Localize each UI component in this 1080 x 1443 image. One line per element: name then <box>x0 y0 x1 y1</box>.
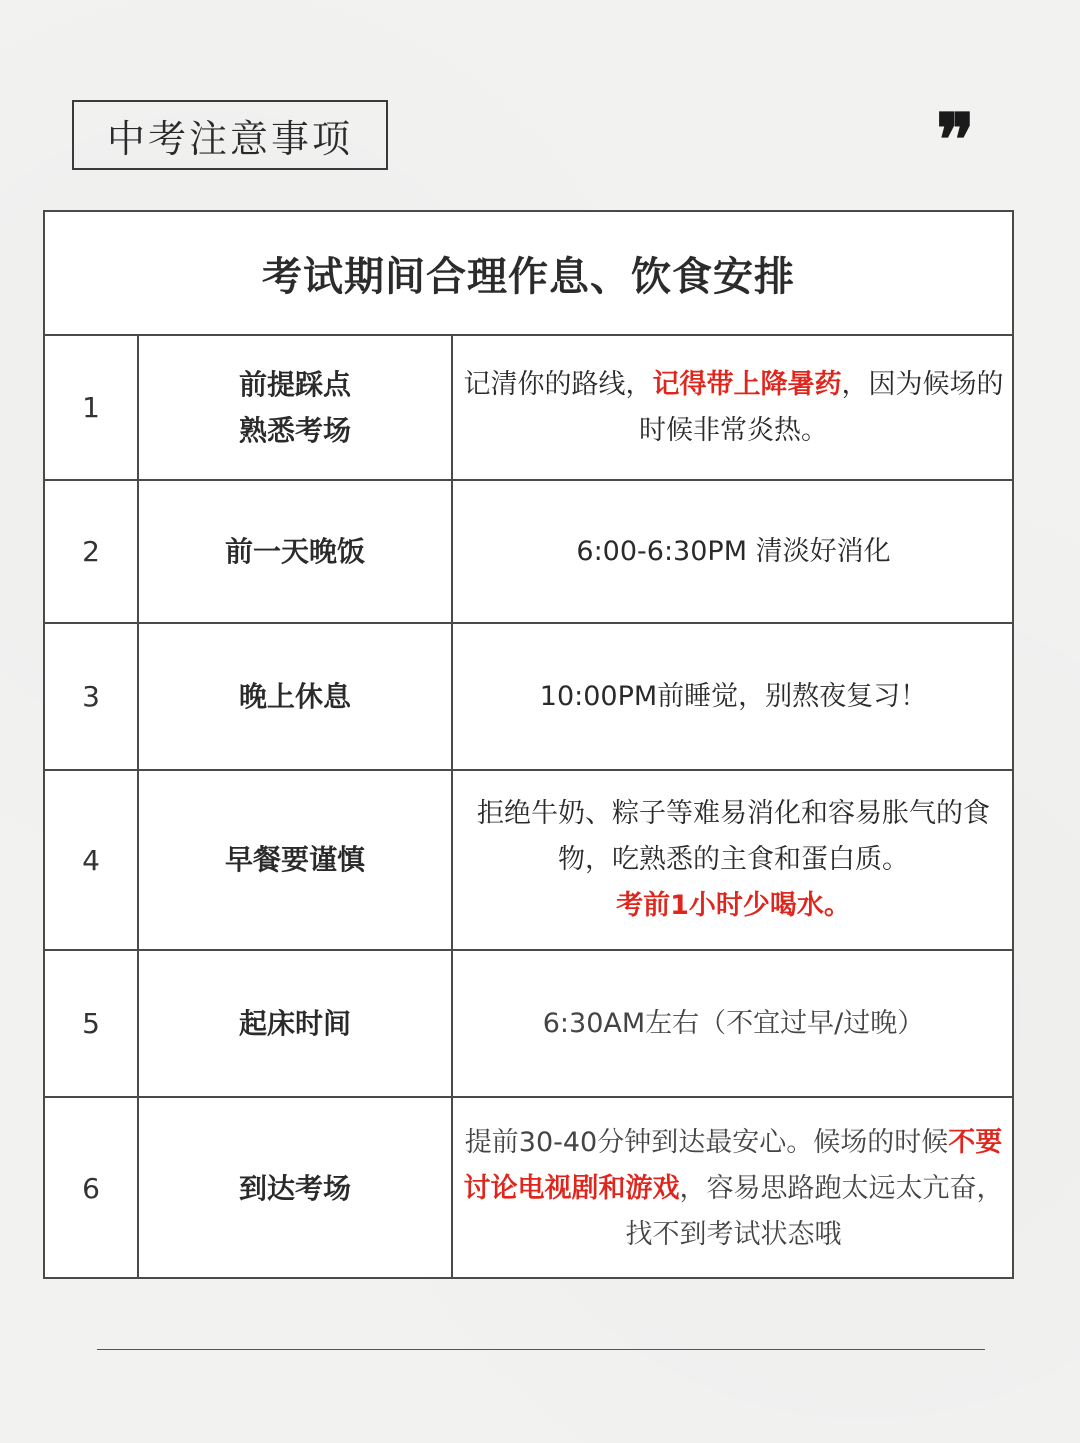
table-row <box>45 951 1012 1098</box>
row-number: 1 <box>45 336 139 479</box>
row-number: 4 <box>45 771 139 949</box>
table-row <box>45 771 1012 951</box>
row-item-line: 熟悉考场 <box>238 413 351 447</box>
desc-text: ，容易思路跑太远太亢奋，找不到考试状态哦 <box>625 1172 1004 1250</box>
divider-line <box>97 1349 985 1350</box>
row-description <box>453 1098 1014 1279</box>
row-number: 2 <box>45 481 139 622</box>
row-description <box>453 624 1014 769</box>
table-row <box>45 481 1012 624</box>
row-item <box>139 624 453 769</box>
row-item <box>139 771 453 949</box>
row-description <box>453 771 1014 949</box>
row-number: 6 <box>45 1098 139 1279</box>
table-row <box>45 624 1012 771</box>
desc-text: 6:30AM左右（不宜过早/过晚） <box>542 1007 925 1039</box>
row-item-line: 前一天晚饭 <box>224 534 365 568</box>
desc-text: 记清你的路线， <box>463 368 653 400</box>
row-item-line: 早餐要谨慎 <box>224 843 365 876</box>
row-item-line: 到达考场 <box>238 1171 351 1205</box>
desc-highlight: 考前1小时少喝水。 <box>616 890 851 921</box>
table-row <box>45 336 1012 481</box>
table-row <box>45 1098 1012 1279</box>
row-description <box>453 336 1014 479</box>
quote-icon: ❞ <box>936 97 975 182</box>
schedule-table <box>43 210 1014 1279</box>
row-description <box>453 951 1014 1096</box>
desc-text: 拒绝牛奶、粽子等难易消化和容易胀气的食物，吃熟悉的主食和蛋白质。 <box>477 798 990 875</box>
desc-highlight: 不要讨论电视剧和游戏 <box>463 1126 1003 1204</box>
desc-text: 10:00PM前睡觉，别熬夜复习！ <box>539 680 928 712</box>
desc-text: ，因为候场的时候非常炎热。 <box>639 368 1004 446</box>
row-number: 3 <box>45 624 139 769</box>
desc-highlight: 记得带上降暑药 <box>652 368 842 400</box>
row-item-line: 起床时间 <box>238 1006 351 1040</box>
desc-text: 提前30-40分钟到达最安心。候场的时候 <box>464 1126 949 1158</box>
table-title: 考试期间合理作息、饮食安排 <box>45 212 1012 336</box>
row-item <box>139 951 453 1096</box>
row-description <box>453 481 1014 622</box>
desc-text: 6:00-6:30PM 清淡好消化 <box>576 535 891 567</box>
page-title: 中考注意事项 <box>72 100 388 170</box>
row-item-line: 晚上休息 <box>238 679 351 713</box>
row-number: 5 <box>45 951 139 1096</box>
row-item-line: 前提踩点 <box>238 367 351 401</box>
row-item <box>139 1098 453 1279</box>
row-item <box>139 481 453 622</box>
row-item <box>139 336 453 479</box>
